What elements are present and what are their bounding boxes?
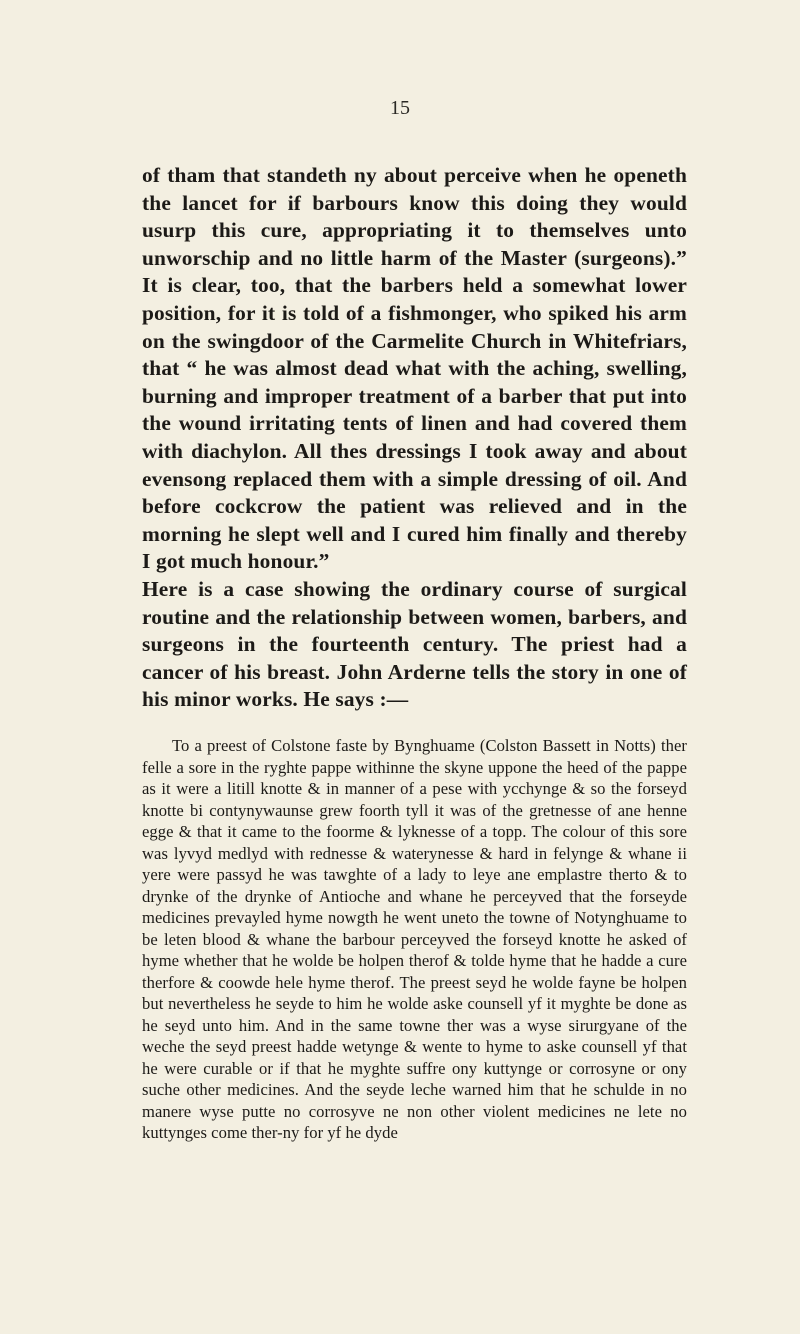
main-text [142,162,687,714]
paragraph: of tham that standeth ny about perceive when he openeth the lancet for if barbours know this doing they would usurp this cure, appropriating it to themselves unto unworschip and no little harm of the Master (surgeons).” It is clear, too, that the barbers held a somewhat lower position, for it is told of a fishmonger, who spiked his arm on the swingdoor of the Carmelite Church in Whitefriars, that “ he was almost dead what with the aching, swelling, burning and improper treatment of a barber that put into the wound irritating tents of linen and had covered them with diachylon. All thes dressings I took away and about evensong replaced them with a simple dressing of oil. And before cockcrow the patient was relieved and in the morning he slept well and I cured him finally and thereby I got much honour.” [142,163,687,574]
quotation-text: To a preest of Colstone faste by Bynghuame (Colston Bassett in Notts) ther felle a sore in the ryghte pappe withinne the skyne uppone the heed of the pappe as it were a litill knotte & in manner of a pese with ycchynge & so the forseyd knotte bi contynywaunse grew foorth tyll it was of the gretnesse of ane henne egge & that it came to the foorme & lyknesse of a topp. The colour of this sore was lyvyd medlyd with rednesse & waterynesse & hard in felynge & whane ii yere were passyd he was tawghte of a lady to leye ane emplastre therto & to drynke of the drynke of Antioche and whane he perceyved that the forseyde medicines prevayled hyme nowgth he went uneto the towne of Notynghuame to be leten blood & whane the barbour perceyved the forseyd knotte he asked of hyme whether that he wolde be holpen therof & tolde hyme that he hadde a cure therfore & coowde hele hyme therof. The preest seyd he wolde fayne be holpen but nevertheless he seyde to him he wolde aske counsell yf it myghte be done as he seyd unto him. And in the same towne ther was a wyse sirurgyane of the weche the seyd preest hadde wetynge & wente to hyme to aske counsell yf that he were curable or if that he myghte suffre ony kuttynge or corrosyne or ony suche other medicines. And the seyde leche warned him that he schulde in no manere wyse putte no corrosyve ne non other violent medicines ne lete no kuttynges come ther-ny for yf he dyde [142,736,687,1142]
page-number: 15 [390,97,410,119]
block-quotation [142,735,687,1144]
paragraph: Here is a case showing the ordinary course of surgical routine and the relationship between women, barbers, and surgeons in the fourteenth century. The priest had a cancer of his breast. John Arderne tells the story in one of his minor works. He says :— [142,576,687,712]
